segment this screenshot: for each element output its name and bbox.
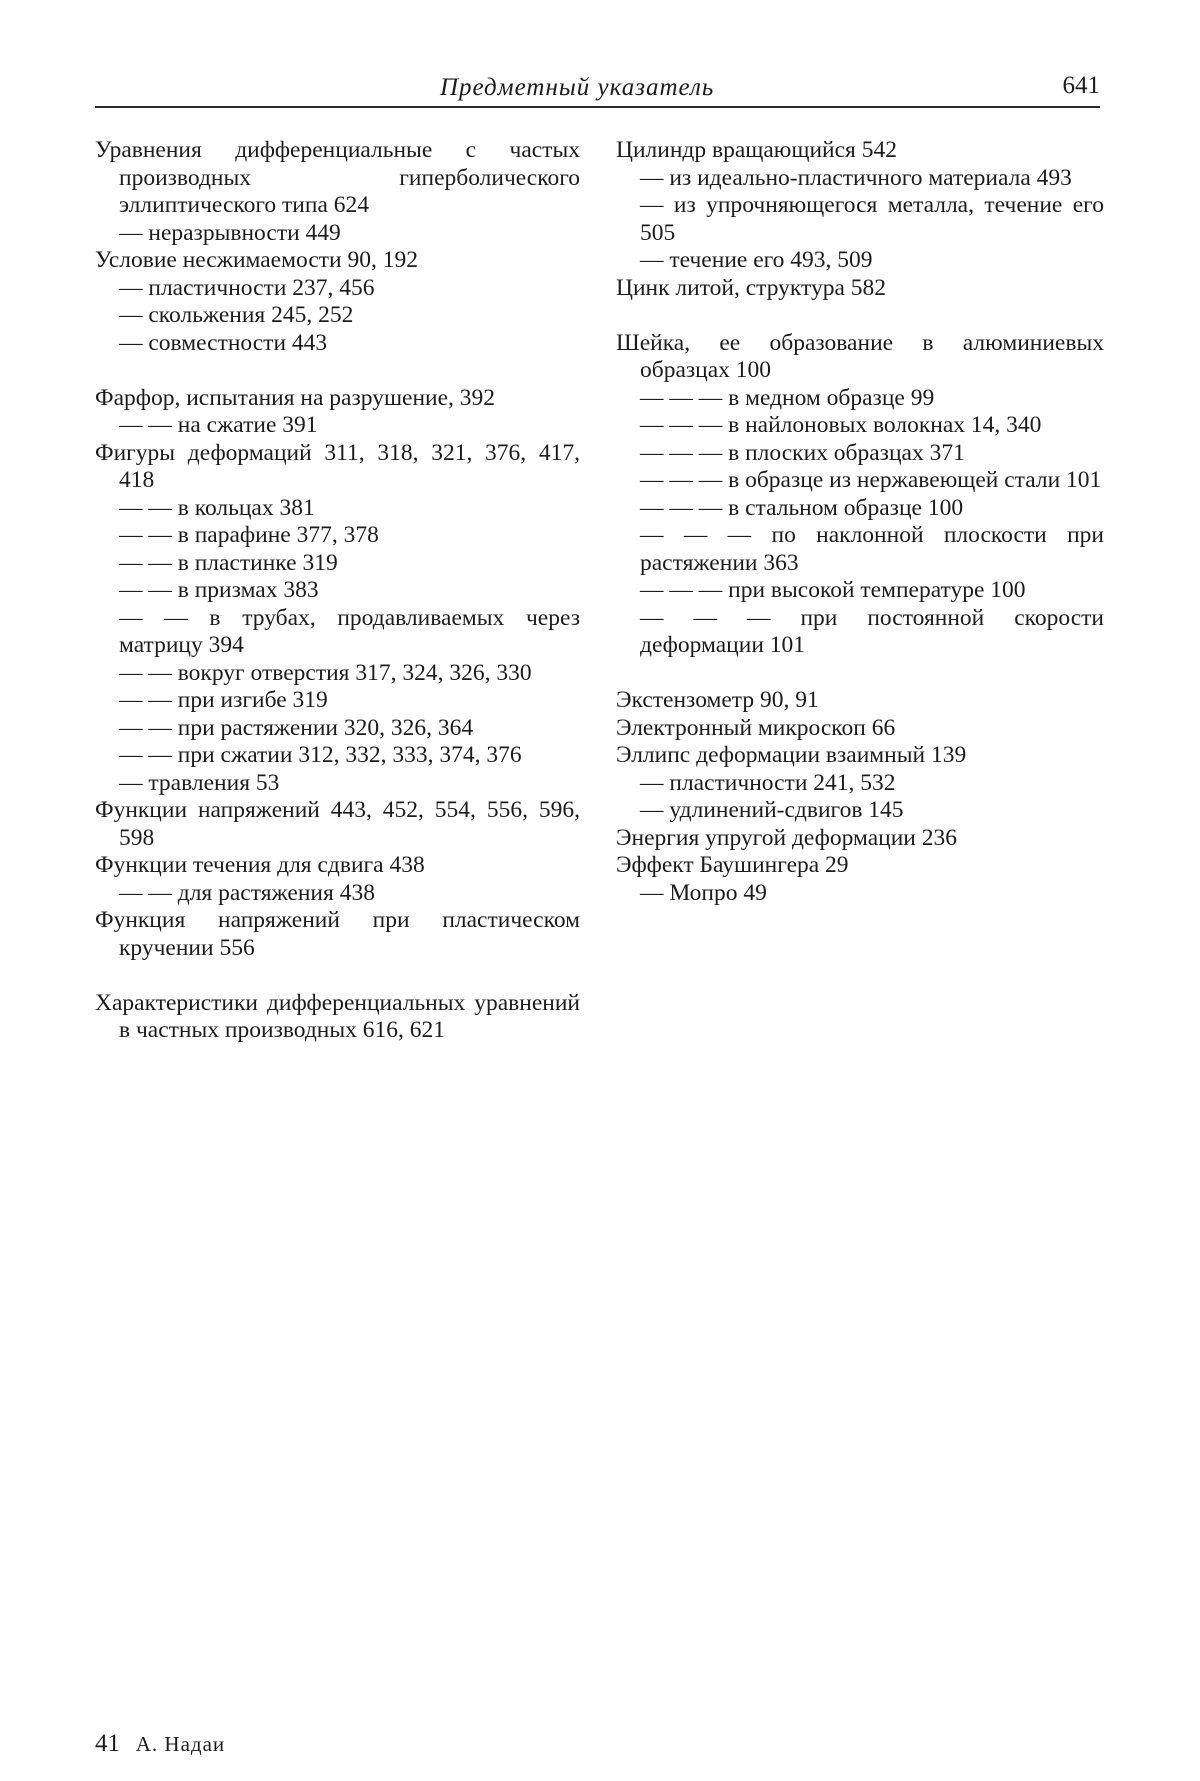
index-entry: Характеристики дифференциальных уравнений в частных производных 616, 621 — [95, 989, 580, 1043]
index-subentry: — — — в найлоновых волокнах 14, 340 — [640, 412, 1042, 438]
index-subentry: — — при растяжении 320, 326, 364 — [119, 714, 474, 741]
index-subentry: — Мопро 49 — [640, 879, 767, 906]
index-subentry: — — — в стальном образце 100 — [640, 494, 964, 521]
index-subentry: — неразрывности 449 — [119, 219, 341, 246]
index-subentry: — — вокруг отверстия 317, 324, 326, 330 — [119, 659, 532, 686]
index-subentry: — — в пластинке 319 — [119, 549, 338, 576]
index-entry: Условие несжимаемости 90, 192 — [95, 247, 418, 273]
index-column-left — [95, 137, 580, 1045]
index-entry: Энергия упругой деформации 236 — [616, 824, 957, 851]
index-subentry: — — в трубах, продавливаемых через матрицу 394 — [119, 604, 580, 658]
index-entry: Цилиндр вращающийся 542 — [616, 137, 897, 163]
index-entry: Цинк литой, структура 582 — [616, 274, 887, 301]
section-gap — [95, 962, 580, 990]
index-entry: Фигуры деформаций 311, 318, 321, 376, 417, 418 — [95, 439, 580, 493]
index-subentry: — пластичности 241, 532 — [640, 769, 896, 796]
index-entry: Функции течения для сдвига 438 — [95, 852, 425, 878]
index-subentry: — — для растяжения 438 — [119, 879, 375, 906]
index-subentry: — скольжения 245, 252 — [119, 302, 354, 328]
index-subentry: — — — при высокой температуре 100 — [640, 577, 1026, 603]
index-entry: Экстензометр 90, 91 — [616, 687, 819, 713]
index-subentry: — — — в плоских образцах 371 — [640, 439, 965, 466]
index-column-right — [616, 137, 1104, 907]
running-title: Предметный указатель — [440, 74, 715, 101]
section-gap — [616, 302, 1104, 330]
index-subentry: — — — при постоянной скорости деформации 101 — [640, 604, 1104, 658]
signature-number: 41 — [95, 1730, 120, 1757]
index-subentry: — — — в медном образце 99 — [640, 384, 935, 411]
footer-signature — [95, 1730, 225, 1758]
index-subentry: — — в кольцах 381 — [119, 494, 315, 521]
index-subentry: — — в призмах 383 — [119, 577, 319, 603]
index-subentry: — — в парафине 377, 378 — [119, 522, 379, 548]
index-subentry: — из упрочняющегося металла, течение его 505 — [640, 192, 1104, 246]
index-subentry: — удлинений-сдвигов 145 — [640, 797, 904, 823]
index-subentry: — — при изгибе 319 — [119, 687, 328, 713]
index-subentry: — из идеально-пластичного материала 493 — [640, 164, 1072, 191]
index-entry: Эллипс деформации взаимный 139 — [616, 742, 967, 768]
index-entry: Электронный микроскоп 66 — [616, 714, 896, 741]
index-entry: Функции напряжений 443, 452, 554, 556, 596, 598 — [95, 797, 580, 851]
index-entry: Фарфор, испытания на разрушение, 392 — [95, 384, 496, 411]
index-subentry: — — — по наклонной плоскости при растяжении 363 — [640, 522, 1104, 576]
index-entry: Шейка, ее образование в алюминиевых образцах 100 — [616, 329, 1104, 383]
header-rule — [95, 106, 1100, 108]
index-subentry: — течение его 493, 509 — [640, 247, 873, 273]
running-head — [95, 70, 1100, 106]
index-subentry: — — на сжатие 391 — [119, 412, 318, 438]
index-subentry: — — — в образце из нержавеющей стали 101 — [640, 467, 1102, 493]
index-entry: Уравнения дифференциальные с частых производных гиперболического эллиптического типа 624 — [95, 137, 580, 218]
page-number: 641 — [1062, 72, 1100, 99]
index-entry: Функция напряжений при пластическом кручении 556 — [95, 907, 580, 961]
section-gap — [616, 660, 1104, 688]
index-subentry: — — при сжатии 312, 332, 333, 374, 376 — [119, 742, 522, 768]
index-subentry: — травления 53 — [119, 769, 280, 796]
index-subentry: — пластичности 237, 456 — [119, 274, 375, 301]
index-subentry: — совместности 443 — [119, 329, 328, 356]
section-gap — [95, 357, 580, 385]
index-entry: Эффект Баушингера 29 — [616, 852, 849, 878]
signature-author: А. Надаи — [135, 1732, 226, 1756]
